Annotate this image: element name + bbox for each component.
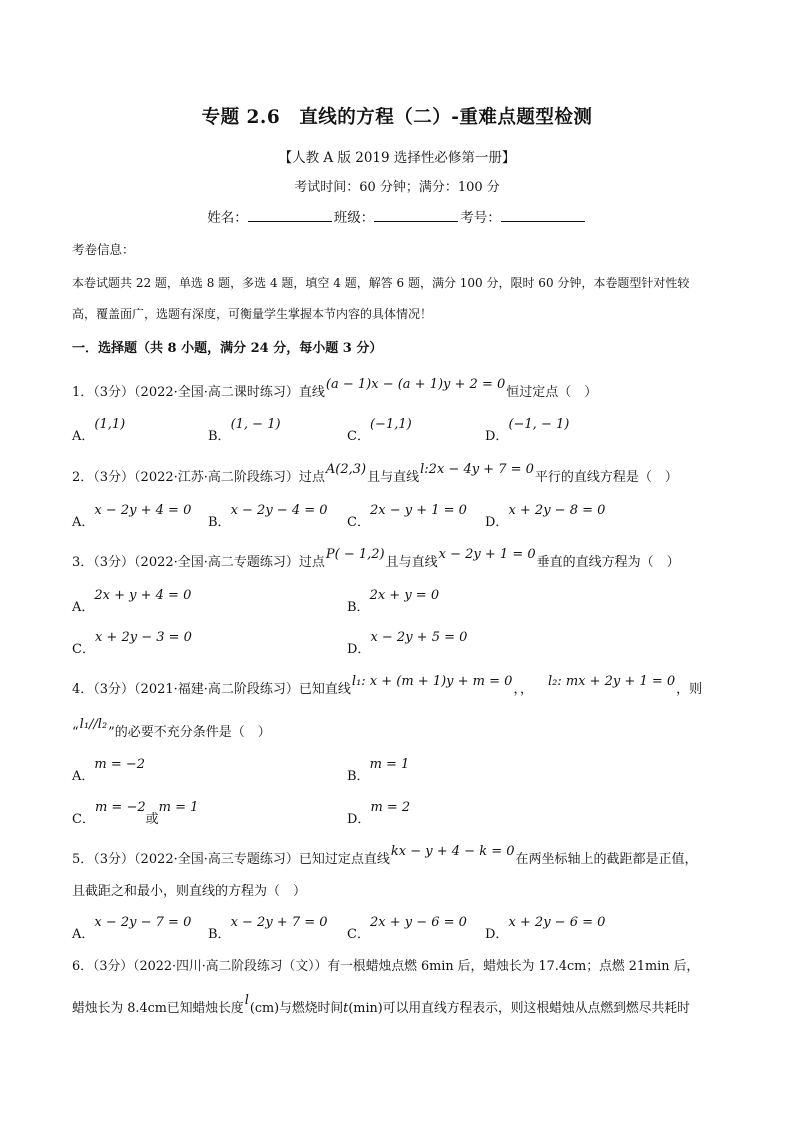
option-value: x − 2y + 4 = 0: [94, 503, 192, 518]
exam-meta: 考试时间：60 分钟；满分：100 分: [294, 180, 500, 195]
q4-line1: l₁: x + (m + 1)y + m = 0: [351, 674, 513, 689]
question-1: [72, 377, 598, 400]
q2-suffix: 平行的直线方程是（ ）: [534, 470, 678, 485]
q2-equation: l:2x − 4y + 7 = 0: [420, 462, 534, 477]
option-value: (1, − 1): [230, 417, 281, 432]
number-blank[interactable]: [501, 209, 585, 222]
q6-text-b: (cm)与燃烧时间: [249, 1001, 344, 1016]
option-value: m = −2: [94, 800, 146, 815]
question-5: [72, 844, 698, 867]
q5-suffix: 在两坐标轴上的截距都是正值，: [515, 852, 698, 867]
q6-text-a: 蜡烛长为 8.4cm已知蜡烛长度: [72, 1001, 244, 1016]
q6-t-var: t: [343, 1001, 349, 1016]
q3-option-c[interactable]: [72, 626, 192, 657]
q3-prefix: 3．（3分）（2022·全国·高二专题练习）过点: [72, 555, 325, 570]
q6-l-var: l: [244, 993, 249, 1008]
class-blank[interactable]: [374, 209, 458, 222]
option-label: D．: [485, 927, 509, 942]
option-label: A．: [72, 515, 95, 530]
question-2: [72, 462, 678, 485]
q1-option-d[interactable]: [485, 413, 570, 444]
q3-point: P( − 1,2): [325, 547, 385, 562]
option-value: x − 2y + 7 = 0: [230, 915, 328, 930]
q4-option-b[interactable]: [347, 753, 410, 784]
question-4-line2: [72, 717, 271, 740]
option-label: C．: [347, 927, 370, 942]
option-value: 2x + y + 4 = 0: [94, 588, 192, 603]
option-label: C．: [347, 515, 370, 530]
q1-equation: (a − 1)x − (a + 1)y + 2 = 0: [325, 377, 506, 392]
option-label: B．: [208, 515, 231, 530]
q5-equation: kx − y + 4 − k = 0: [390, 844, 515, 859]
q4-line2: l₂: mx + 2y + 1 = 0: [547, 674, 676, 689]
option-label: B．: [347, 769, 370, 784]
q4-option-c[interactable]: [72, 796, 199, 827]
q5-option-b[interactable]: [208, 911, 328, 942]
class-label: 班级：: [333, 210, 375, 226]
q2-option-c[interactable]: [347, 499, 467, 530]
option-label: D．: [485, 515, 509, 530]
q3-option-a[interactable]: [72, 584, 192, 615]
name-blank[interactable]: [248, 209, 332, 222]
student-info-row: [0, 206, 794, 226]
option-label: D．: [485, 429, 509, 444]
q5-option-a[interactable]: [72, 911, 192, 942]
q2-option-b[interactable]: [208, 499, 328, 530]
info-heading: 考卷信息：: [72, 242, 135, 257]
option-label: A．: [72, 769, 95, 784]
option-value: 2x − y + 1 = 0: [369, 503, 467, 518]
q2-option-d[interactable]: [485, 499, 606, 530]
q3-equation: x − 2y + 1 = 0: [438, 547, 536, 562]
q4-option-a[interactable]: [72, 753, 146, 784]
option-value: x + 2y − 3 = 0: [94, 630, 192, 645]
q1-option-b[interactable]: [208, 413, 281, 444]
q4-line2-text: ”的必要不充分条件是（ ）: [108, 725, 271, 740]
option-label: B．: [208, 927, 231, 942]
option-value: m = 2: [370, 800, 411, 815]
option-value: m = 1: [369, 757, 410, 772]
option-label: B．: [208, 429, 231, 444]
option-value: x − 2y + 5 = 0: [370, 630, 468, 645]
option-label: C．: [72, 642, 95, 657]
option-label: A．: [72, 600, 95, 615]
option-value: m = −2: [94, 757, 146, 772]
q1-option-c[interactable]: [347, 413, 412, 444]
option-value: x − 2y − 7 = 0: [94, 915, 192, 930]
q3-option-d[interactable]: [347, 626, 468, 657]
option-value: x + 2y − 8 = 0: [508, 503, 606, 518]
q3-mid: 且与直线: [385, 555, 438, 570]
option-value: (1,1): [94, 417, 126, 432]
question-4: [72, 674, 703, 697]
option-value: 2x + y − 6 = 0: [369, 915, 467, 930]
info-line-2: 高，覆盖面广，选题有深度，可衡量学生掌握本节内容的具体情况！: [72, 307, 433, 321]
q5-option-d[interactable]: [485, 911, 606, 942]
info-line-1: 本卷试题共 22 题，单选 8 题，多选 4 题，填空 4 题，解答 6 题，满分 100 分，限时 60 分钟，本卷题型针对性较: [72, 276, 690, 290]
q4-sep2: ，: [519, 682, 533, 697]
q2-mid: 且与直线: [367, 470, 420, 485]
q4-prefix: 4．（3分）（2021·福建·高二阶段练习）已知直线: [72, 682, 351, 697]
q5-prefix: 5．（3分）（2022·全国·高三专题练习）已知过定点直线: [72, 852, 390, 867]
q1-prefix: 1．（3分）（2022·全国·高二课时练习）直线: [72, 385, 325, 400]
option-label: A．: [72, 429, 95, 444]
q1-suffix: 恒过定点（ ）: [506, 385, 598, 400]
q2-option-a[interactable]: [72, 499, 192, 530]
question-6-line1: 6．（3分）（2022·四川·高二阶段练习（文））有一根蜡烛点燃 6min 后，蜡烛长为 17.4cm；点燃 21min 后，: [72, 959, 700, 974]
option-value: 2x + y = 0: [369, 588, 440, 603]
page-title: 专题 2.6 直线的方程（二）-重难点题型检测: [201, 107, 593, 128]
q4-sep: ，: [513, 682, 520, 697]
q4-suffix: ，则: [676, 682, 703, 697]
q4-parallel: l₁//l₂: [79, 717, 108, 732]
option-label: B．: [347, 600, 370, 615]
option-label: C．: [347, 429, 370, 444]
page-subtitle: 【人教 A 版 2019 选择性必修第一册】: [278, 150, 516, 166]
option-value: (−1,1): [369, 417, 412, 432]
question-6-line2: [72, 993, 690, 1016]
q3-suffix: 垂直的直线方程为（ ）: [536, 555, 680, 570]
q4-open-quote: “: [72, 725, 79, 740]
q4-option-d[interactable]: [347, 796, 411, 827]
option-or: 或: [145, 812, 159, 827]
q1-option-a[interactable]: [72, 413, 126, 444]
name-label: 姓名：: [207, 210, 248, 226]
option-label: D．: [347, 642, 371, 657]
q3-option-b[interactable]: [347, 584, 440, 615]
q6-text-c: (min)可以用直线方程表示，则这根蜡烛从点燃到燃尽共耗时: [348, 1001, 690, 1016]
option-value: x − 2y − 4 = 0: [230, 503, 328, 518]
q2-point: A(2,3): [325, 462, 367, 477]
option-value-2: m = 1: [158, 800, 199, 815]
question-3: [72, 547, 680, 570]
option-value: (−1, − 1): [508, 417, 570, 432]
option-label: C．: [72, 812, 95, 827]
option-label: D．: [347, 812, 371, 827]
section-heading: 一．选择题（共 8 小题，满分 24 分，每小题 3 分）: [72, 341, 383, 356]
q2-prefix: 2．（3分）（2022·江苏·高二阶段练习）过点: [72, 470, 325, 485]
q5-option-c[interactable]: [347, 911, 467, 942]
number-label: 考号：: [460, 210, 501, 226]
question-5-line2: 且截距之和最小，则直线的方程为（ ）: [72, 884, 307, 899]
option-label: A．: [72, 927, 95, 942]
option-value: x + 2y − 6 = 0: [508, 915, 606, 930]
